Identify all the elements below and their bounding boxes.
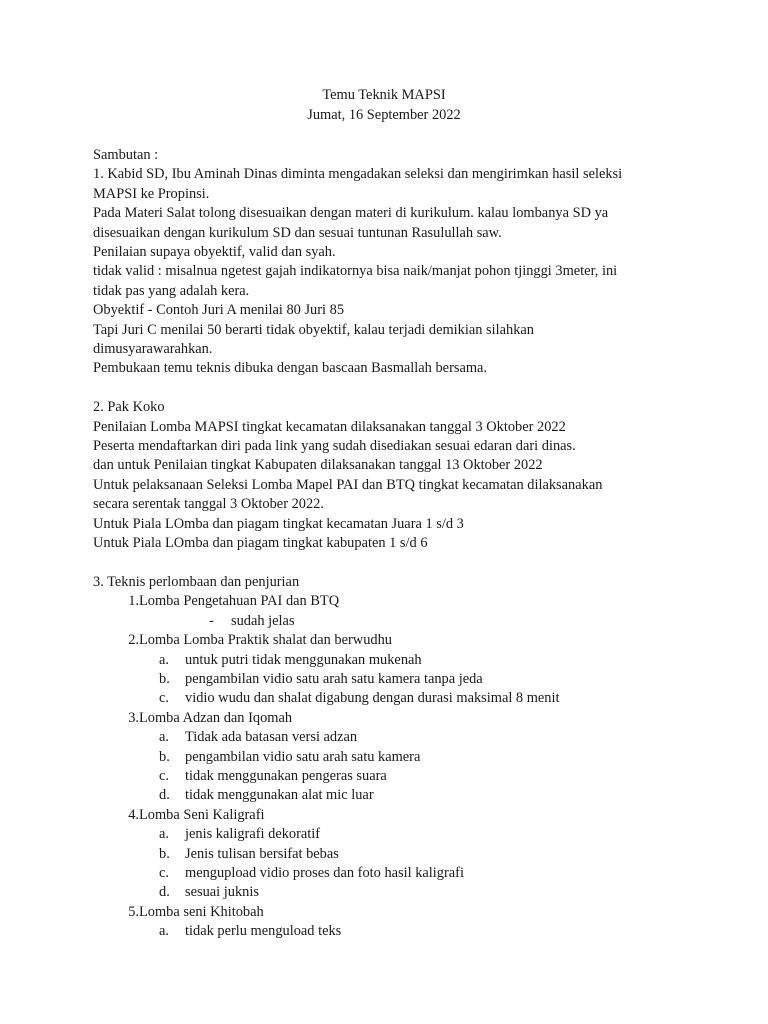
sub-item-letter: d. (159, 884, 170, 901)
section1-line: Tapi Juri C menilai 50 berarti tidak obyektif, kalau terjadi demikian silahkan (93, 321, 534, 338)
sub-item-text: tidak menggunakan alat mic luar (185, 787, 374, 804)
section2-line: Penilaian Lomba MAPSI tingkat kecamatan dilaksanakan tanggal 3 Oktober 2022 (93, 418, 566, 435)
paragraph-gap (93, 379, 683, 398)
sub-item-text: tidak menggunakan pengeras suara (185, 767, 387, 784)
section1-line: disesuaikan dengan kurikulum SD dan sesuai tuntunan Rasulullah saw. (93, 224, 502, 241)
section1-line: Pada Materi Salat tolong disesuaikan dengan materi di kurikulum. kalau lombanya SD ya (93, 205, 609, 222)
sub-item-text: pengambilan vidio satu arah satu kamera tanpa jeda (185, 670, 483, 687)
sub-item (93, 728, 683, 747)
sub-item (93, 922, 683, 941)
list-item-title: Lomba Lomba Praktik shalat dan berwudhu (139, 632, 392, 649)
sub-item (93, 767, 683, 786)
dash-item (93, 612, 683, 631)
section1-line: tidak pas yang adalah kera. (93, 282, 250, 299)
section1-heading: Sambutan : (93, 147, 159, 163)
sub-item-letter: a. (159, 826, 169, 843)
section3-heading: 3. Teknis perlombaan dan penjurian (93, 573, 300, 590)
sub-item-text: mengupload vidio proses dan foto hasil kaligrafi (185, 865, 464, 881)
sub-item-text: vidio wudu dan shalat digabung dengan durasi maksimal 8 menit (185, 690, 560, 707)
sub-item (93, 825, 683, 844)
list-item-title: Lomba Seni Kaligrafi (139, 806, 265, 823)
list-number: 2. (128, 632, 139, 649)
list-item-title: Lomba Adzan dan Iqomah (139, 709, 293, 726)
sub-item-text: Tidak ada batasan versi adzan (185, 729, 358, 746)
sub-item-text: tidak perlu menguload teks (185, 923, 342, 940)
section1-line: Penilaian supaya obyektif, valid dan syah. (93, 244, 336, 261)
section2-line: dan untuk Penilaian tingkat Kabupaten dilaksanakan tanggal 13 Oktober 2022 (93, 457, 543, 474)
section2-heading: 2. Pak Koko (93, 399, 165, 416)
sub-item (93, 864, 683, 883)
list-item (93, 631, 683, 650)
sub-item-letter: b. (159, 845, 170, 862)
section2-line: Untuk Piala LOmba dan piagam tingkat kabupaten 1 s/d 6 (93, 535, 428, 552)
sub-item-letter: c. (159, 767, 169, 784)
list-item (93, 806, 683, 825)
list-item (93, 709, 683, 728)
sub-item-letter: c. (159, 690, 169, 707)
sub-item-text: sesuai juknis (185, 884, 259, 901)
sub-item-text: jenis kaligrafi dekoratif (185, 826, 321, 843)
sub-item (93, 651, 683, 670)
document-header (0, 86, 768, 125)
list-item-title: Lomba seni Khitobah (139, 903, 264, 920)
sub-item-letter: a. (159, 651, 169, 668)
sub-item-text: pengambilan vidio satu arah satu kamera (185, 748, 421, 765)
document-body (93, 146, 683, 942)
sub-item-letter: d. (159, 787, 170, 804)
dash-bullet: - (209, 612, 214, 629)
sub-item-letter: a. (159, 923, 169, 940)
section1-line: 1. Kabid SD, Ibu Aminah Dinas diminta mengadakan seleksi dan mengirimkan hasil seleksi (93, 166, 623, 183)
sub-item-letter: a. (159, 729, 169, 746)
list-number: 5. (128, 903, 139, 920)
sub-item (93, 883, 683, 902)
section1-line: dimusyarawarahkan. (93, 341, 213, 358)
sub-item (93, 786, 683, 805)
section1-line: Pembukaan temu teknis dibuka dengan bascaan Basmallah bersama. (93, 360, 488, 377)
sub-item-letter: c. (159, 865, 169, 881)
list-item-title: Lomba Pengetahuan PAI dan BTQ (139, 593, 340, 610)
section1-line: Obyektif - Contoh Juri A menilai 80 Juri 85 (93, 302, 345, 319)
list-number: 3. (128, 709, 139, 726)
sub-item (93, 748, 683, 767)
sub-item-letter: b. (159, 670, 170, 687)
dash-item-text: sudah jelas (231, 612, 295, 629)
list-item (93, 592, 683, 611)
section2-line: secara serentak tanggal 3 Oktober 2022. (93, 496, 324, 513)
list-number: 4. (128, 806, 139, 823)
section2-line: Untuk Piala LOmba dan piagam tingkat kecamatan Juara 1 s/d 3 (93, 515, 464, 532)
section1-line: tidak valid : misalnua ngetest gajah indikatornya bisa naik/manjat pohon tjinggi 3meter, ini (93, 263, 618, 280)
paragraph-gap (93, 554, 683, 573)
document-date: Jumat, 16 September 2022 (307, 106, 461, 123)
sub-item (93, 670, 683, 689)
sub-item-letter: b. (159, 748, 170, 765)
sub-item-text: untuk putri tidak menggunakan mukenah (185, 651, 422, 668)
sub-item (93, 689, 683, 708)
section2-line: Peserta mendaftarkan diri pada link yang sudah disediakan sesuai edaran dari dinas. (93, 438, 576, 455)
list-number: 1. (128, 593, 139, 610)
sub-item-text: Jenis tulisan bersifat bebas (185, 845, 339, 862)
list-item (93, 903, 683, 922)
sub-item (93, 845, 683, 864)
section2-line: Untuk pelaksanaan Seleksi Lomba Mapel PAI dan BTQ tingkat kecamatan dilaksanakan (93, 476, 603, 493)
section1-line: MAPSI ke Propinsi. (93, 185, 210, 202)
document-title: Temu Teknik MAPSI (322, 87, 446, 103)
